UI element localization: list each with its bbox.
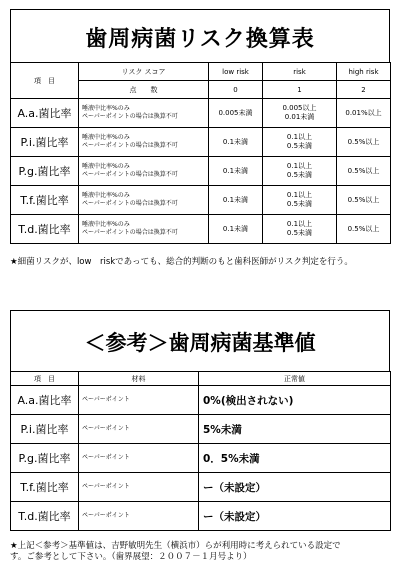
table-row xyxy=(11,99,391,128)
reference-table-title: ＜参考＞歯周病菌基準値 xyxy=(84,331,316,355)
row-label: P.g.菌比率 xyxy=(11,444,79,473)
method-line: ペーパーポイントの場合は換算不可 xyxy=(82,229,178,236)
risk-cell xyxy=(263,215,337,244)
material-cell: ペーパーポイント xyxy=(79,444,199,473)
header-item: 項 目 xyxy=(11,372,79,386)
row-label: P.i.菌比率 xyxy=(11,128,79,157)
header-points: 点 数 xyxy=(79,81,209,99)
table-row xyxy=(11,386,391,415)
row-label: T.f.菌比率 xyxy=(11,473,79,502)
method-cell xyxy=(79,99,209,128)
table-row xyxy=(11,415,391,444)
header-risk: risk xyxy=(263,63,337,81)
row-label: P.i.菌比率 xyxy=(11,415,79,444)
method-line: ペーパーポイントの場合は換算不可 xyxy=(82,200,178,207)
method-cell xyxy=(79,215,209,244)
method-cell xyxy=(79,157,209,186)
row-label: A.a.菌比率 xyxy=(11,386,79,415)
risk-table-title-box xyxy=(10,9,390,63)
reference-note-line: ★上記＜参考＞基準値は、吉野敏明先生（横浜市）らが利用時に考えられている設定で xyxy=(10,541,341,551)
row-label: A.a.菌比率 xyxy=(11,99,79,128)
low-cell: 0.1未満 xyxy=(209,186,263,215)
normal-value-cell: 0%(検出されない) xyxy=(199,386,391,415)
score-high: 2 xyxy=(337,81,391,99)
method-line: 唾液中比率%のみ xyxy=(82,134,130,141)
method-line: 唾液中比率%のみ xyxy=(82,192,130,199)
high-cell: 0.5%以上 xyxy=(337,186,391,215)
high-cell: 0.5%以上 xyxy=(337,215,391,244)
reference-table-title-box xyxy=(10,310,390,372)
risk-table-title: 歯周病菌リスク換算表 xyxy=(85,27,315,52)
header-material: 材料 xyxy=(79,372,199,386)
low-cell: 0.005未満 xyxy=(209,99,263,128)
header-item: 項 目 xyxy=(11,63,79,99)
score-low: 0 xyxy=(209,81,263,99)
normal-value-cell: ー（未設定） xyxy=(199,473,391,502)
table-row xyxy=(11,473,391,502)
row-label: T.f.菌比率 xyxy=(11,186,79,215)
normal-value-cell: 0．5%未満 xyxy=(199,444,391,473)
reference-values-table xyxy=(10,371,391,531)
risk-cell xyxy=(263,99,337,128)
method-line: 唾液中比率%のみ xyxy=(82,221,130,228)
row-label: T.d.菌比率 xyxy=(11,215,79,244)
header-high-risk: high risk xyxy=(337,63,391,81)
low-cell: 0.1未満 xyxy=(209,215,263,244)
risk-line: 0.1以上 xyxy=(286,162,313,170)
table-row xyxy=(11,157,391,186)
normal-value-cell: 5%未満 xyxy=(199,415,391,444)
risk-cell xyxy=(263,128,337,157)
risk-line: 0.1以上 xyxy=(286,191,313,199)
risk-line: 0.5未満 xyxy=(286,200,313,208)
risk-line: 0.1以上 xyxy=(286,220,313,228)
material-cell: ペーパーポイント xyxy=(79,473,199,502)
header-risk-score: リスク スコア xyxy=(79,63,209,81)
method-line: ペーパーポイントの場合は換算不可 xyxy=(82,171,178,178)
table-row xyxy=(11,128,391,157)
reference-note-line: す。ご参考として下さい。（歯界展望：２００７－１月号より） xyxy=(10,552,252,562)
risk-line: 0.005以上 xyxy=(282,104,317,112)
low-cell: 0.1未満 xyxy=(209,157,263,186)
row-label: T.d.菌比率 xyxy=(11,502,79,531)
method-line: ペーパーポイントの場合は換算不可 xyxy=(82,142,178,149)
risk-cell xyxy=(263,157,337,186)
risk-line: 0.01未満 xyxy=(284,113,315,121)
material-cell: ペーパーポイント xyxy=(79,386,199,415)
table-row xyxy=(11,444,391,473)
method-line: 唾液中比率%のみ xyxy=(82,163,130,170)
method-line: ペーパーポイントの場合は換算不可 xyxy=(82,113,178,120)
material-cell: ペーパーポイント xyxy=(79,502,199,531)
normal-value-cell: ー（未設定） xyxy=(199,502,391,531)
table-row xyxy=(11,186,391,215)
method-cell xyxy=(79,186,209,215)
header-low-risk: low risk xyxy=(209,63,263,81)
risk-line: 0.5未満 xyxy=(286,171,313,179)
material-cell: ペーパーポイント xyxy=(79,415,199,444)
row-label: P.g.菌比率 xyxy=(11,157,79,186)
high-cell: 0.5%以上 xyxy=(337,157,391,186)
reference-note xyxy=(10,541,395,563)
risk-line: 0.1以上 xyxy=(286,133,313,141)
score-risk: 1 xyxy=(263,81,337,99)
low-cell: 0.1未満 xyxy=(209,128,263,157)
method-cell xyxy=(79,128,209,157)
table-row xyxy=(11,502,391,531)
high-cell: 0.5%以上 xyxy=(337,128,391,157)
method-line: 唾液中比率%のみ xyxy=(82,105,130,112)
risk-line: 0.5未満 xyxy=(286,229,313,237)
header-normal-value: 正常値 xyxy=(199,372,391,386)
risk-line: 0.5未満 xyxy=(286,142,313,150)
risk-note: ★細菌リスクが、low riskであっても、総合的判断のもと歯科医師がリスク判定を行う。 xyxy=(10,257,353,267)
table-row xyxy=(11,215,391,244)
high-cell: 0.01%以上 xyxy=(337,99,391,128)
risk-conversion-table xyxy=(10,62,391,244)
risk-cell xyxy=(263,186,337,215)
